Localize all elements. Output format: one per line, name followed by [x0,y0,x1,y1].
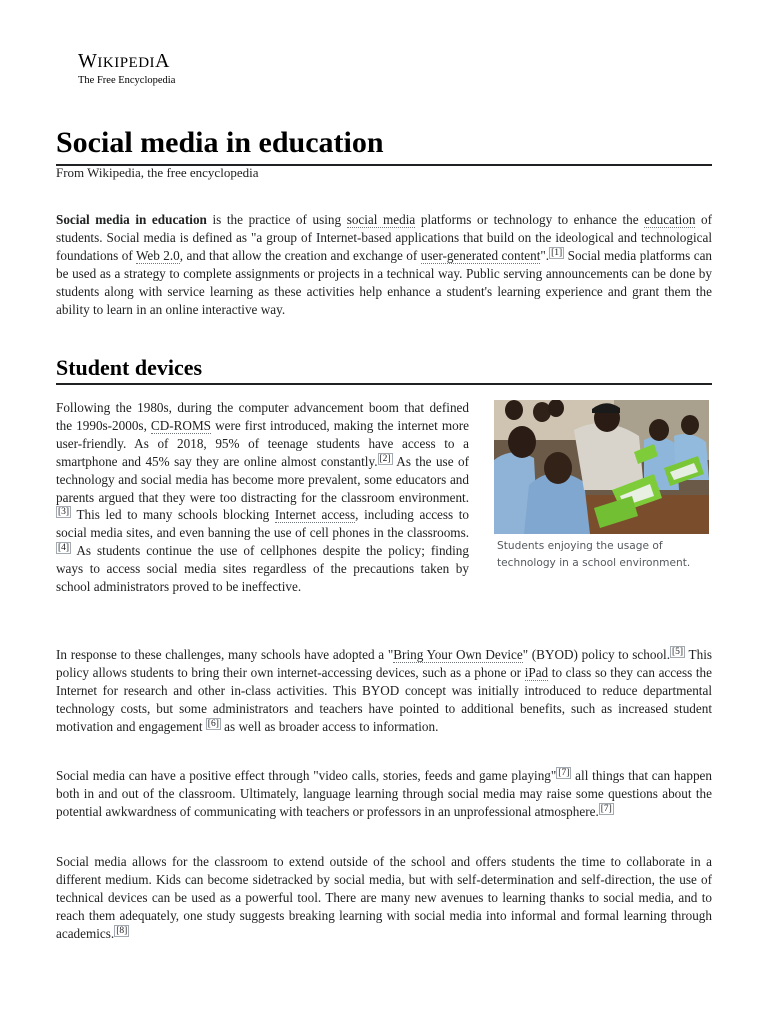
citation-1[interactable]: [1] [551,247,563,258]
site-subtitle: From Wikipedia, the free encyclopedia [56,165,259,180]
link-ipad[interactable]: iPad [524,664,549,680]
link-web-2-0[interactable]: Web 2.0 [135,247,180,263]
section-divider [56,383,712,385]
citation-4[interactable]: [4] [58,543,70,554]
citation-7b[interactable]: [7] [600,803,612,814]
citation-5[interactable]: [5] [672,647,684,657]
logo-tagline: The Free Encyclopedia [78,75,176,86]
wikipedia-logo[interactable] [78,50,175,88]
logo-wordmark: WIKIPEDIA [78,50,170,72]
figure-students [494,400,709,571]
student-devices-paragraph-1: Following the 1980s, during the computer advancement boom that defined the 1990s-2000s, CD-ROMS were first introduced, making the internet more user-friendly. As of 2018, 95% of teenage students have access to a smartphone and 45% say they are online almost constantly. [2] As the use of technology and social media has become more prevalent, some educators and parents argued that they were too distracting for the classroom environment.[3] This led to many schools blocking Internet access, including access to social media sites, and even banning the use of cell phones in the classrooms.[4] As students continue the use of cellphones despite the policy; finding ways to access social media sites regardless of the precautions taken by school administrators proved to be ineffective. [56,400,470,595]
student-devices-paragraph-4: Social media allows for the classroom to extend outside of the school and offers students the time to collaborate in a different medium. Kids can become sidetracked by social media, but with self-determination and self-direction, the use of technical devices can be used as a powerful tool. There are many new avenues to learning thanks to social media, and to reach them adequately, one study suggests breaking learning with social media into informal and formal learning through academics. [8] [56,854,712,941]
citation-2[interactable]: [2] [379,453,391,464]
citation-3[interactable]: [3] [58,507,70,518]
figure-caption: Students enjoying the usage of technology in a school environment. [497,540,691,569]
section-heading-student-devices: Student devices [56,355,203,380]
link-social-media[interactable]: social media [346,212,416,227]
link-bring-your-own-device[interactable]: Bring Your Own Device [393,647,523,662]
student-devices-paragraph-2: In response to these challenges, many schools have adopted a "Bring Your Own Device" (BYOD) policy to school. [5] This policy allows students to bring their own internet-accessing devices, such as a phone or iPad to class so they can access the Internet for research and other in-class activities. This BYOD concept was initially introduced to reduce departmental technology costs, but some administrators and teachers have pointed to additional benefits, such as increased student motivation and engagement [6] as well as broader access to information. [56,647,712,734]
student-devices-paragraph-3: Social media can have a positive effect through "video calls, stories, feeds and game playing" [7] all things that can happen both in and out of the classroom. Ultimately, language learning through social media may raise some questions about the potential awkwardness of communicating with teachers or professors in an unprofessional atmosphere. [7] [56,768,712,819]
citation-6[interactable]: [6] [207,718,219,729]
citation-7[interactable]: [7] [558,768,570,778]
link-user-generated-content[interactable]: user-generated content [420,247,541,263]
link-education[interactable]: education [644,212,696,227]
link-internet-access[interactable]: Internet access [274,507,356,523]
link-cd-roms[interactable]: CD-ROMS [150,417,212,433]
intro-paragraph: Social media in education is the practice of using social media platforms or technology to enhance the education of students. Social media is defined as "a group of Internet-based applications that build on the ideological and technological foundations of Web 2.0, and that allow the creation and exchange of user-generated content". [1] Social media platforms can be used as a strategy to complete assignments or projects in a technical way. Public serving announcements can be done by students along with service learning as these activities help enhance a student's learning experience and grant them the ability to learn in an online interactive way. [56,212,713,317]
page-title: Social media in education [56,126,384,159]
citation-8[interactable]: [8] [116,925,128,936]
students-laptops-photo[interactable] [494,400,709,534]
